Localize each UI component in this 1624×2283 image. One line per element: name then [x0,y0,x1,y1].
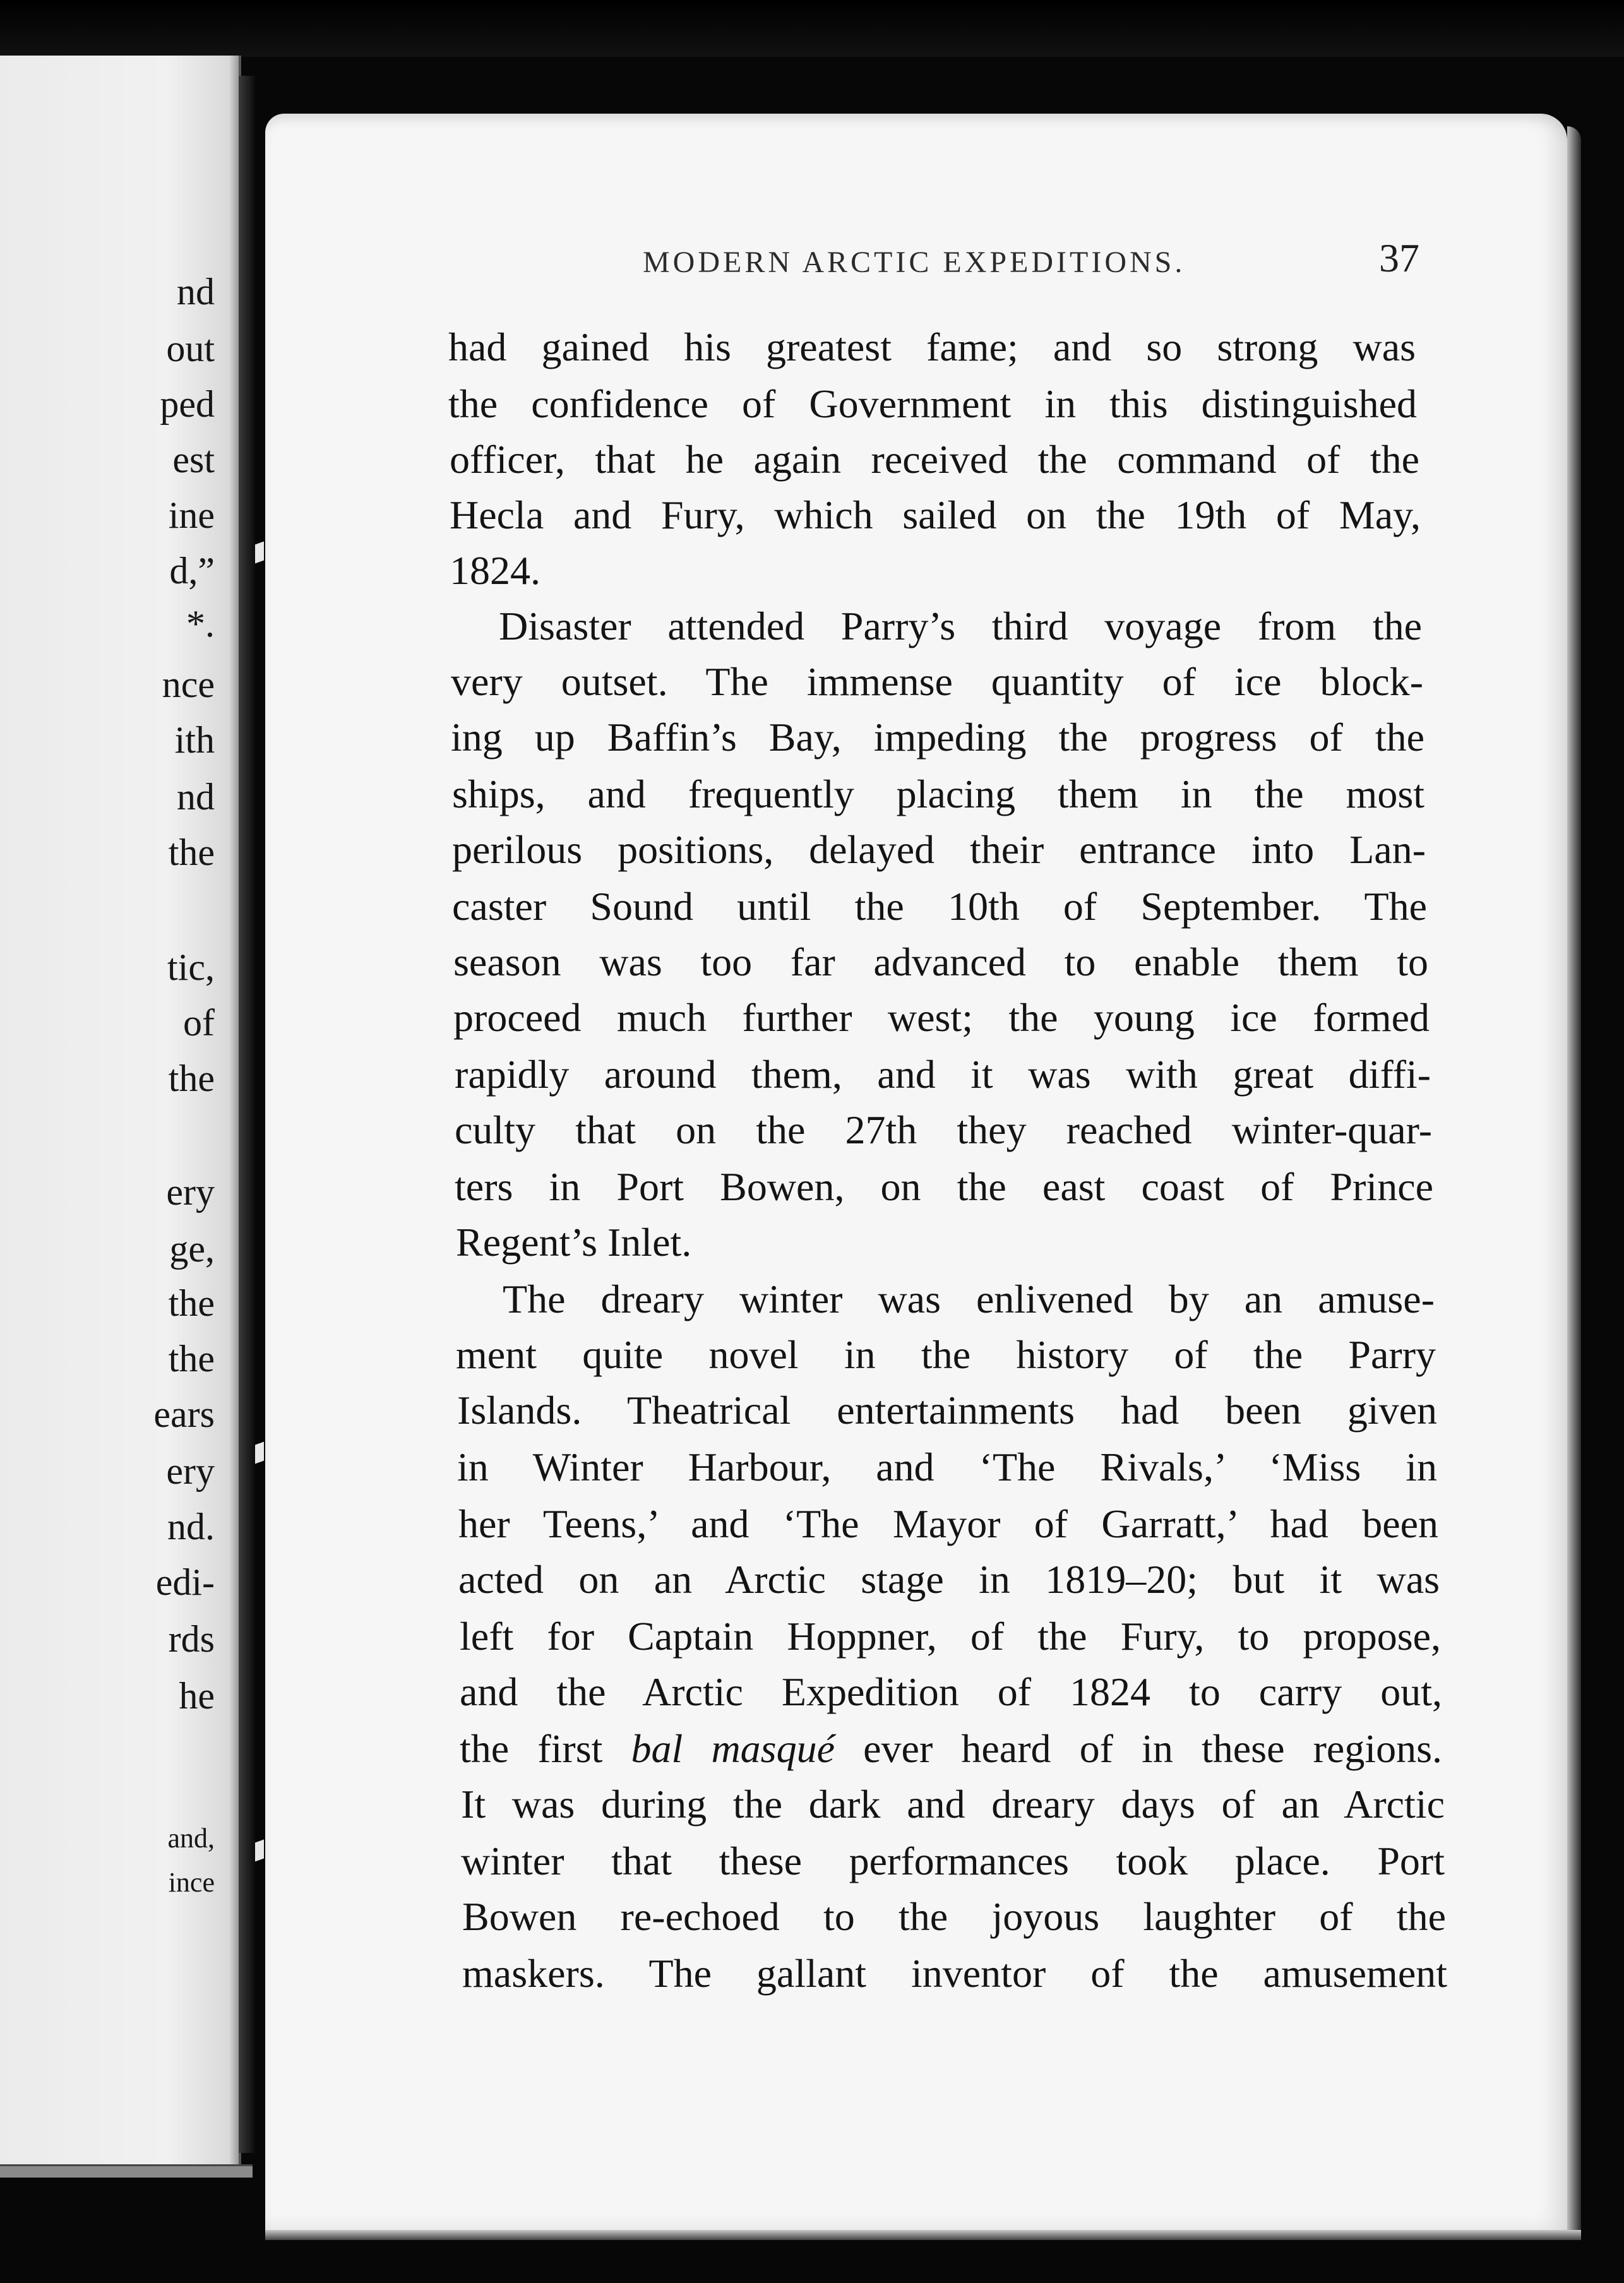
fragment-footnote: ince [168,1867,215,1898]
fragment-line: tic, [167,946,215,988]
text-run: ever heard of in these regions. [835,1726,1443,1771]
fragment-line: est [172,439,215,480]
text-line: her Teens,’ and ‘The Mayor of Garratt,’ had been [458,1501,1438,1546]
fragment-line: edi- [155,1561,215,1603]
fragment-line: out [166,328,215,369]
text-run: the first [460,1726,631,1771]
scan-border-top [0,0,1624,57]
text-line: ing up Baffin’s Bay, impeding the progress of the [451,715,1424,760]
fragment-line: ery [166,1171,215,1213]
text-line: officer, that he again received the command of the [450,437,1419,482]
text-line: proceed much further west; the young ice formed [453,995,1430,1040]
fragment-line: he [179,1675,215,1717]
fragment-line: nd. [167,1506,215,1547]
fragment-line: ery [166,1450,215,1492]
text-line: ships, and frequently placing them in the most [452,772,1424,816]
text-line: very outset. The immense quantity of ice block- [451,659,1423,704]
italic-phrase: bal masqué [631,1726,835,1771]
text-line: rapidly around them, and it was with great diffi- [455,1052,1431,1097]
fragment-line: ith [174,719,215,761]
text-line: maskers. The gallant inventor of the amusement [462,1951,1447,1996]
running-head: MODERN ARCTIC EXPEDITIONS. [643,246,1186,279]
binding-stitch [255,1839,264,1861]
page-right-edge [1567,126,1581,2230]
text-line: season was too far advanced to enable them to [453,939,1428,984]
text-line: the confidence of Government in this distinguished [448,381,1417,426]
text-line: ment quite novel in the history of the Parry [456,1332,1436,1377]
text-line: in Winter Harbour, and ‘The Rivals,’ ‘Miss in [457,1445,1437,1489]
fragment-line: ge, [169,1228,215,1270]
paragraph-first-line: Disaster attended Parry’s third voyage from the [499,604,1422,648]
text-line: culty that on the 27th they reached winter-quar- [455,1107,1432,1152]
text-line-with-italic [460,1724,1442,1774]
text-line: acted on an Arctic stage in 1819–20; but it was [458,1557,1440,1602]
text-line: winter that these performances took place. Port [461,1839,1445,1883]
text-line: Hecla and Fury, which sailed on the 19th of May, [450,492,1421,537]
fragment-line: the [168,832,215,873]
fragment-line: of [183,1002,215,1044]
binding-stitch [255,541,264,563]
previous-page-bottom-edge [0,2164,253,2178]
text-line: Regent’s Inlet. [456,1220,692,1265]
paragraph-first-line: The dreary winter was enlivened by an amuse- [503,1277,1435,1321]
binding-stitch [255,1441,264,1463]
text-line: had gained his greatest fame; and so strong was [448,325,1416,369]
text-line: caster Sound until the 10th of September. The [452,884,1427,929]
gutter-shadow [239,76,255,2153]
fragment-line: ears [153,1393,215,1435]
fragment-footnote: and, [167,1823,215,1854]
fragment-line: *. [186,603,215,645]
fragment-line: ped [160,383,215,425]
text-line: left for Captain Hoppner, of the Fury, to propose, [460,1614,1441,1659]
text-line: perilous positions, delayed their entrance into Lan- [452,827,1426,872]
text-line: Islands. Theatrical entertainments had been given [457,1388,1437,1433]
fragment-line: ine [168,494,215,536]
fragment-line: the [168,1338,215,1380]
text-line: 1824. [450,548,540,593]
page-number: 37 [1379,235,1419,280]
text-line: Bowen re-echoed to the joyous laughter of the [462,1894,1446,1939]
fragment-line: nd [177,271,215,313]
fragment-line: d,” [169,550,215,592]
fragment-line: nce [162,664,215,705]
fragment-line: the [168,1282,215,1324]
fragment-line: the [168,1058,215,1099]
page-bottom-edge [265,2230,1581,2240]
text-line: It was during the dark and dreary days of an Arctic [461,1782,1445,1827]
text-line: ters in Port Bowen, on the east coast of Prince [455,1164,1433,1209]
fragment-line: nd [177,776,215,818]
fragment-line: rds [168,1618,215,1660]
text-line: and the Arctic Expedition of 1824 to carry out, [460,1669,1442,1714]
